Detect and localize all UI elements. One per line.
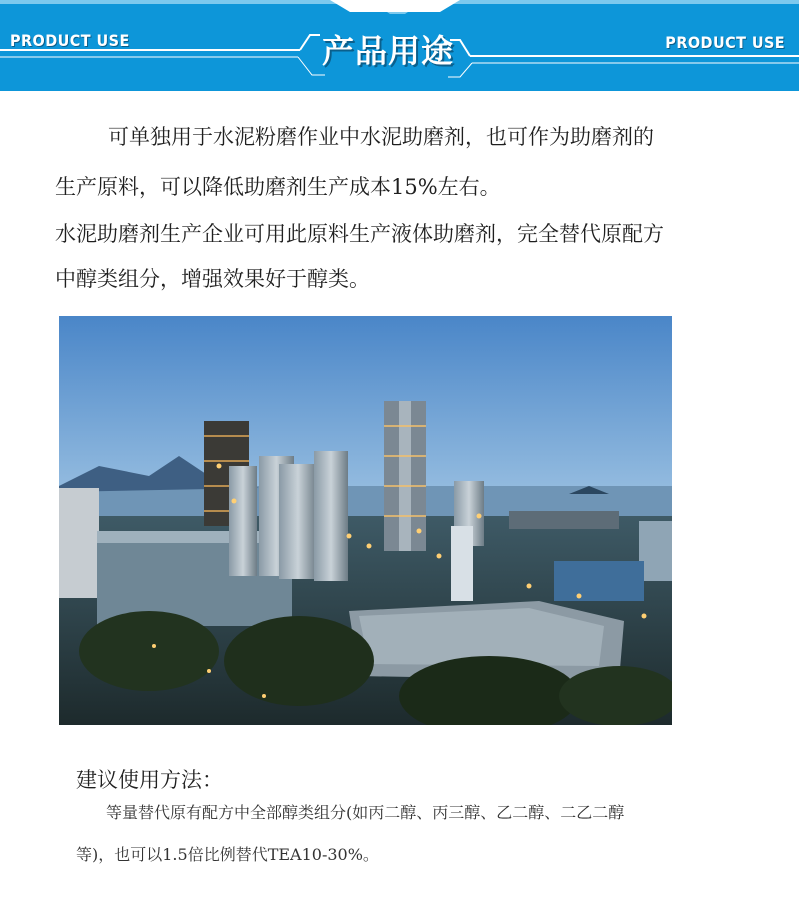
header-banner [0, 0, 799, 91]
page-title: 产品用途 [322, 32, 455, 70]
usage-line-2: 等)，也可以1.5倍比例替代TEA10-30%。 [76, 845, 379, 864]
usage-heading: 建议使用方法： [76, 768, 223, 792]
body-paragraph-1: 可单独用于水泥粉磨作业中水泥助磨剂，也可作为助磨剂的 [108, 125, 654, 149]
usage-line-1: 等量替代原有配方中全部醇类组分(如丙二醇、丙三醇、乙二醇、二乙二醇 [106, 803, 625, 822]
header-left-label: PRODUCT USE [10, 31, 130, 50]
body-paragraph-3: 水泥助磨剂生产企业可用此原料生产液体助磨剂，完全替代原配方 [55, 222, 664, 246]
header-right-label: PRODUCT USE [665, 33, 785, 52]
body-paragraph-4: 中醇类组分，增强效果好于醇类。 [55, 267, 370, 291]
cement-plant-photo [59, 316, 672, 725]
cement-plant-illustration [59, 316, 672, 725]
body-paragraph-2: 生产原料，可以降低助磨剂生产成本15%左右。 [55, 175, 501, 199]
